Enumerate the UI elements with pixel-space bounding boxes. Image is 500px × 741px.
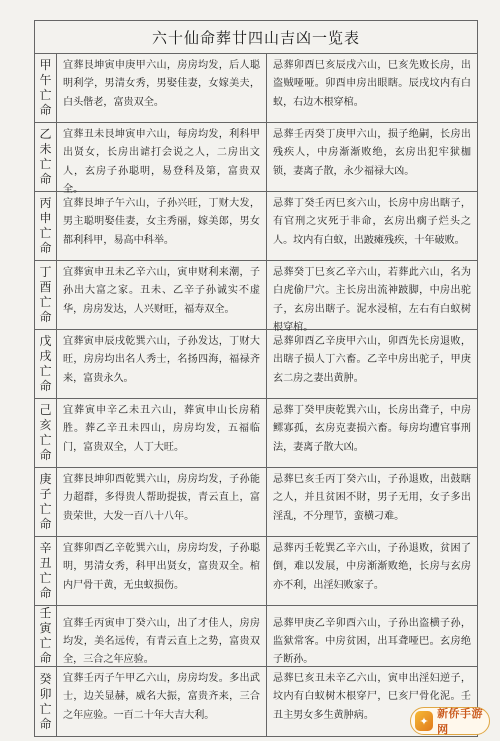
inauspicious-cell	[267, 330, 478, 399]
auspicious-cell	[57, 537, 267, 606]
row-label-cell	[35, 606, 57, 667]
row-label-cell	[35, 330, 57, 399]
table-row	[35, 330, 478, 399]
row-label-cell	[35, 667, 57, 737]
table-row	[35, 537, 478, 606]
table-row	[35, 123, 478, 192]
inauspicious-cell	[267, 606, 478, 667]
row-label: 癸卯亡命	[39, 671, 52, 731]
auspicious-cell	[57, 606, 267, 667]
site-name: 新侨手游网	[437, 707, 484, 736]
inauspicious-cell	[267, 123, 478, 192]
inauspicious-cell	[267, 537, 478, 606]
inauspicious-cell	[267, 54, 478, 123]
site-logo-icon: ✦	[415, 711, 433, 731]
auspicious-text: 宜葬寅申辛乙未丑六山，葬寅申山长房稍胜。葬乙辛丑未四山，房房均发，五福临门，富贵双全，人丁大旺。	[63, 405, 260, 453]
auspicious-cell	[57, 192, 267, 261]
inauspicious-text: 忌葬丁癸甲庚乾巽六山，长房出聋子，中房鳏寡孤，玄房克妻损六畜。每房均遭官事刑法，妻离子散大凶。	[273, 405, 471, 453]
auspicious-text: 宜葬丑未艮坤寅申六山，每房均发，利科甲出贤女，长房出谑打会说之人，二房出文人，玄房子孙聪明，易登科及第，富贵双全。	[63, 129, 260, 195]
auspicious-cell	[57, 399, 267, 468]
inauspicious-text: 忌葬癸丁巳亥乙辛六山，若葬此六山，名为白虎偷尸穴。主长房出流神跛脚，中房出驼子，玄房出瞎子。泥水浸棺，左右有白蚁树根穿棺。	[273, 267, 471, 333]
auspicious-cell	[57, 330, 267, 399]
table-row	[35, 261, 478, 330]
inauspicious-text: 忌葬卯酉巳亥辰戌六山，巳亥先败长房，出盗贼哑哑。卯酉申房出眼瞎。辰戌坟内有白蚁，右边木根穿棺。	[273, 60, 471, 108]
inauspicious-cell	[267, 399, 478, 468]
inauspicious-cell	[267, 468, 478, 537]
auspicious-text: 宜葬壬丙寅申丁癸六山，出了才佳人，房房均发，美名远传，有青云直上之势，富贵双全，三合之年应验。	[63, 617, 260, 666]
row-label: 己亥亡命	[39, 403, 52, 462]
row-label: 甲午亡命	[39, 58, 52, 117]
row-label: 丁酉亡命	[39, 265, 52, 324]
row-label-cell	[35, 192, 57, 261]
auspicious-text: 宜葬艮坤卯酉乾巽六山，房房均发，子孙能力超群，多得贵人帮助提拔，青云直上，富贵荣世，大发一百八十八年。	[63, 474, 260, 522]
auspicious-text: 宜葬艮坤寅申庚甲六山，房房均发，后人聪明利学，男清女秀，男娶佳妻，女嫁美夫，白头偕老，富贵双全。	[63, 60, 260, 108]
title-row	[35, 21, 478, 54]
table-row	[35, 54, 478, 123]
inauspicious-cell	[267, 192, 478, 261]
auspicious-cell	[57, 54, 267, 123]
row-label: 丙申亡命	[39, 196, 52, 255]
row-label: 庚子亡命	[39, 472, 52, 531]
auspicious-cell	[57, 123, 267, 195]
auspicious-text: 宜葬寅申辰戌乾巽六山，子孙发达，丁财大旺，房房均出名人秀士，名扬四海，福禄齐来，富贵永久。	[63, 336, 260, 384]
row-label-cell	[35, 399, 57, 468]
auspicious-cell	[57, 261, 267, 330]
auspicious-text: 宜葬寅申丑未乙辛六山，寅申财利来潮，子孙出大富之家。丑未、乙辛子孙诚实不虚华，房房发达，人兴财旺，福寿双全。	[63, 267, 260, 315]
table-row	[35, 468, 478, 537]
table-row	[35, 192, 478, 261]
inauspicious-text: 忌葬卯酉乙辛庚甲六山，卯酉先长房退败，出瞎子损人丁六畜。乙辛中房出驼子，甲庚玄二房之妻出黄肿。	[273, 336, 471, 384]
inauspicious-text: 忌葬丙壬乾巽乙辛六山，子孙退败，贫困了倒，难以发展，中房渐渐败绝，长房与玄房亦不利，出淫妇败家子。	[273, 543, 471, 591]
row-label-cell	[35, 54, 57, 123]
auspicious-text: 宜葬艮坤子午六山，子孙兴旺，丁财大发，男主聪明娶佳妻，女主秀丽，嫁美郎，男女都利科甲，易高中科举。	[63, 198, 260, 246]
auspicious-text: 宜葬壬丙子午甲乙六山，房房均发。多出武士，边关显赫，威名大振，富贵齐来，三合之年应验。一百二十年大吉大利。	[63, 673, 260, 721]
inauspicious-text: 忌葬巳亥丑未辛乙六山，寅申出淫妇逆子，坟内有白蚁树木根穿尸，巳亥尸骨化泥。壬丑主男女多生黄肿病。	[273, 673, 471, 721]
site-watermark[interactable]	[410, 707, 490, 735]
table-row	[35, 606, 478, 667]
auspicious-cell	[57, 667, 267, 737]
inauspicious-text: 忌葬壬丙癸丁庚甲六山，损子绝嗣，长房出残疾人，中房渐渐败绝，玄房出犯牢狱枷锁，妻离子散，永少福禄大凶。	[273, 129, 471, 177]
inauspicious-text: 忌葬甲庚乙辛卯酉六山，子孙出盗横子孙，监狱常客。中房贫困，出耳聋哑巴。玄房绝子断孙。	[273, 617, 471, 666]
row-label: 戊戌亡命	[39, 334, 52, 393]
row-label: 辛丑亡命	[39, 541, 52, 600]
row-label-cell	[35, 537, 57, 606]
row-label: 乙未亡命	[39, 127, 52, 186]
table-row	[35, 399, 478, 468]
inauspicious-text: 忌葬丁癸壬丙巳亥六山，长房中房出瞎子，有官刑之灾死于非命，玄房出瘸子烂头之人。坟内有白蚁，出跛瘫残疾，十年破败。	[273, 198, 471, 246]
auspicious-text: 宜葬卯酉乙辛乾巽六山，房房均发，子孙聪明，男清女秀，科甲出贤女，富贵双全。棺内尸骨干黄，无虫蚁损伤。	[63, 543, 260, 591]
inauspicious-cell	[267, 261, 478, 333]
row-label-cell	[35, 123, 57, 192]
row-label: 壬寅亡命	[39, 606, 52, 665]
row-label-cell	[35, 468, 57, 537]
table-title: 六十仙命葬廿四山吉凶一览表	[35, 21, 478, 54]
inauspicious-text: 忌葬巳亥壬丙丁癸六山，子孙退败，出鼓瞎之人，并且贫困不財，男子无用，女子多出淫乱，不分理节，蛮横刁难。	[273, 474, 471, 522]
row-label-cell	[35, 261, 57, 330]
fortune-table	[34, 20, 478, 737]
auspicious-cell	[57, 468, 267, 537]
